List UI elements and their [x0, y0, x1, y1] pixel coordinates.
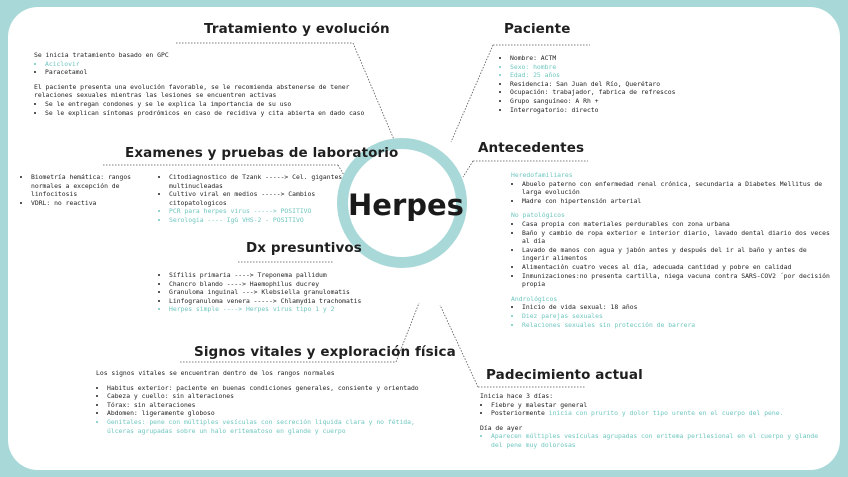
heading-paciente: Paciente [504, 21, 571, 37]
dx-item: • Linfogranuloma venera -----> Chlamydia trachomatis [169, 297, 361, 306]
andro-label: Andrológicos [511, 294, 558, 303]
padecimiento-body [480, 392, 818, 450]
signos-body [96, 369, 419, 435]
nopat-item: • Alimentación cuatro veces al día, adecuada cantidad y pobre en calidad [522, 263, 831, 272]
tratamiento-paragraph: El paciente presenta una evolución favorable, se le recomienda abstenerse de tener [34, 82, 350, 91]
paciente-item: • Residencia: San Juan del Río, Querétaro [510, 80, 675, 89]
examenes-right [158, 173, 343, 225]
heading-tratamiento: Tratamiento y evolución [204, 21, 390, 37]
heading-antecedentes: Antecedentes [478, 140, 585, 156]
nopat-label: No patológicos [511, 211, 565, 220]
andro-item: • Diez parejas sexuales [522, 312, 831, 321]
signos-item: • Abdomen: ligeramente globoso [107, 409, 419, 418]
dx-body [158, 271, 361, 314]
examen-item: • Citodiagnostico de Tzank -----> Cel. gigantes multinucleadas [169, 173, 343, 190]
padecimiento-item [491, 409, 818, 418]
padecimiento-intro: Inicia hace 3 días: [480, 392, 554, 400]
tratamiento-body [34, 51, 364, 117]
posteriormente-label: Posteriormente [491, 409, 545, 418]
andro-item: • Relaciones sexuales sin protección de barrera [522, 321, 831, 330]
dx-item: • Chancro blando ----> Haemophilus ducrey [169, 280, 361, 289]
heredo-item: • Madre con hipertensión arterial [522, 197, 831, 206]
heading-signos: Signos vitales y exploración física [194, 344, 456, 360]
dx-item: • Herpes simple ----> Herpes virus tipo 1 y 2 [169, 305, 361, 314]
paciente-item: • Ocupación: trabajador, fabrica de refrescos [510, 88, 675, 97]
examen-item: • Cultivo viral en medios -----> Cambios citopatologicos [169, 190, 343, 207]
paciente-body [499, 54, 675, 114]
dx-item: • Granuloma inguinal ---> Klebsiella granulomatis [169, 288, 361, 297]
antecedentes-body [511, 171, 831, 329]
examen-item: • Serologia ---- IgG VHS-2 - POSITIVO [169, 216, 343, 225]
nopat-item: • Baño y cambio de ropa exterior e interior diario, lavado dental diario dos veces al día [522, 229, 831, 246]
tratamiento-paragraph: relaciones sexuales mientras las lesiones se encuentren activas [34, 91, 277, 100]
main-title: Herpes [348, 188, 464, 222]
signos-item: • Cabeza y cuello: sin alteraciones [107, 392, 419, 401]
andro-item: • Inicio de vida sexual: 18 años [522, 303, 831, 312]
ayer-item [491, 432, 818, 449]
signos-item: • Tórax: sin alteraciones [107, 401, 419, 410]
ayer-label: Día de ayer [480, 423, 523, 432]
signos-intro: Los signos vitales se encuentran dentro de los rangos normales [96, 369, 335, 377]
padecimiento-item: • Fiebre y malestar general [491, 401, 818, 410]
ayer-line: Aparecen múltiples vesículas agrupadas con eritema perilesional en el cuerpo y glande [491, 432, 819, 441]
paciente-item: • Edad: 25 años [510, 71, 675, 80]
paciente-item: • Sexo: hombre [510, 63, 675, 72]
genitales-line: úlceras agrupadas sobre un halo eritematoso en glande y cuerpo [107, 426, 346, 435]
dx-item: • Sífilis primaria ----> Treponema pallidum [169, 271, 361, 280]
heading-padecimiento: Padecimiento actual [486, 367, 643, 383]
nopat-item: • Lavado de manos con agua y jabón antes y después del ir al baño y antes de ingerir alimentos [522, 246, 831, 263]
paciente-item: • Interrogatorio: directo [510, 106, 675, 115]
paciente-item: • Nombre: ACTM [510, 54, 675, 63]
heredo-item: • Abuelo paterno con enfermedad renal crónica, secundaria a Diabetes Mellitus de larga evolución [522, 180, 831, 197]
med-item: • Aciclovir [45, 60, 364, 69]
tratamiento-bullet: • Se le entregan condones y se le explica la importancia de su uso [45, 100, 364, 109]
examenes-left [20, 173, 140, 207]
examen-item: • VDRL: no reactiva [31, 199, 140, 208]
nopat-item: • Casa propia con materiales perdurables con zona urbana [522, 220, 831, 229]
ayer-line: del pene muy dolorosas [491, 440, 576, 449]
paciente-item: • Grupo sanguíneo: A Rh + [510, 97, 675, 106]
tratamiento-bullet: • Se le explican síntomas prodrómicos en caso de recidiva y cita abierta en dado caso [45, 109, 364, 118]
mind-map-card [8, 7, 840, 470]
med-item: • Paracetamol [45, 68, 364, 77]
genitales-line: Genitales: pene con múltiples vesículas con secreción liquida clara y no fétida, [107, 417, 415, 426]
heading-dx: Dx presuntivos [246, 240, 362, 256]
examen-item: • PCR para herpes virus -----> POSITIVO [169, 207, 343, 216]
nopat-item: • Inmunizaciones:no presenta cartilla, niega vacuna contra SARS-COV2 ´por decisión propia [522, 272, 831, 289]
posteriormente-text: inicia con prurito y dolor tipo urente en el cuerpo del pene. [548, 409, 784, 418]
signos-item [107, 418, 419, 435]
examen-item: • Biometría hemática: rangos normales a excepción de linfocitosis [31, 173, 140, 199]
heading-examenes: Examenes y pruebas de laboratorio [125, 145, 399, 161]
signos-item: • Habitus exterior: paciente en buenas condiciones generales, consiente y orientado [107, 384, 419, 393]
heredo-label: Heredofamiliares [511, 171, 573, 179]
tratamiento-intro: Se inicia tratamiento basado en GPC [34, 51, 169, 59]
